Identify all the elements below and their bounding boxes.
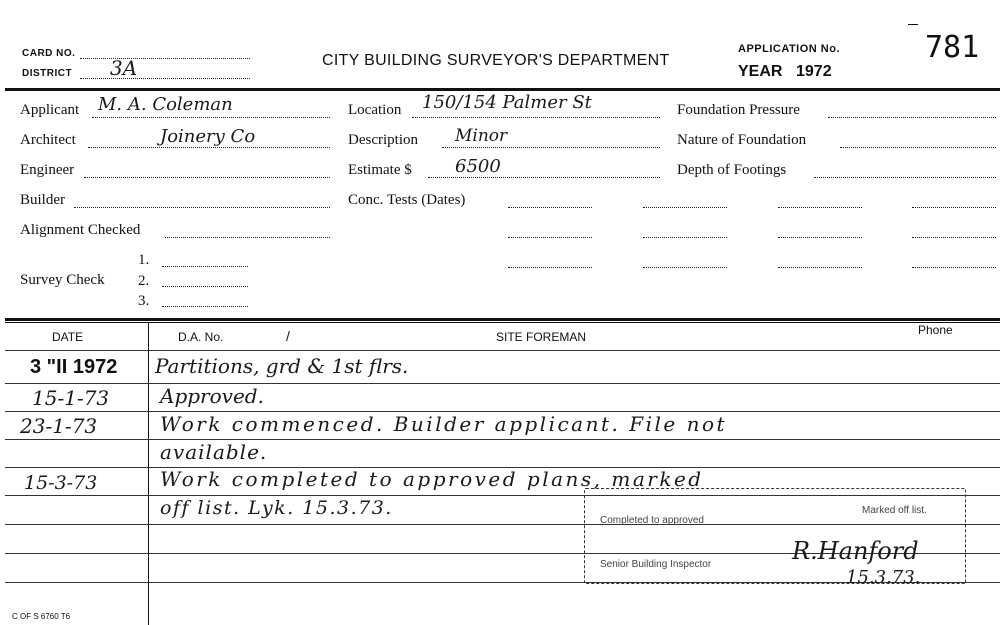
district-label: DISTRICT: [22, 68, 73, 79]
estimate-label: Estimate $: [348, 162, 412, 178]
stamp-line-2: Senior Building Inspector: [600, 559, 712, 570]
description-line: [442, 147, 660, 148]
applicant-label: Applicant: [20, 102, 80, 118]
survey-1-line: [162, 266, 248, 267]
log-entry-date: 3 "II 1972: [30, 356, 118, 378]
depth-footings-label: Depth of Footings: [677, 162, 787, 178]
log-entry-date: 23-1-73: [20, 414, 98, 438]
phone-header: Phone: [918, 323, 953, 337]
survey-2-line: [162, 286, 248, 287]
alignment-label: Alignment Checked: [20, 222, 141, 238]
location-label: Location: [348, 102, 402, 118]
engineer-label: Engineer: [20, 162, 75, 178]
conc-test-blank: [778, 237, 862, 238]
conc-test-blank: [508, 237, 592, 238]
stamp-line-1-right: Marked off list.: [862, 505, 927, 516]
architect-value: Joinery Co: [160, 126, 256, 147]
table-top-border: [5, 318, 1000, 321]
log-entry-text: Work commenced. Builder applicant. File not: [160, 412, 728, 436]
architect-label: Architect: [20, 132, 76, 148]
conc-test-blank: [643, 237, 727, 238]
location-value: 150/154 Palmer St: [422, 92, 592, 113]
location-line: [412, 117, 660, 118]
description-label: Description: [348, 132, 418, 148]
log-rule: [5, 350, 1000, 351]
stamp-line-1: Completed to approved: [600, 515, 704, 526]
site-foreman-header: SITE FOREMAN: [496, 330, 587, 344]
conc-test-blank: [912, 237, 996, 238]
inspector-signature: R.Hanford: [792, 537, 919, 565]
application-no-label: APPLICATION No.: [738, 43, 841, 55]
builder-label: Builder: [20, 192, 65, 208]
engineer-line: [84, 177, 330, 178]
conc-test-blank: [643, 267, 727, 268]
conc-test-blank: [912, 267, 996, 268]
log-entry-text: Approved.: [160, 384, 264, 408]
log-rule: [5, 439, 1000, 440]
foundation-pressure-label: Foundation Pressure: [677, 102, 800, 118]
date-column-divider: [148, 322, 149, 625]
applicant-line: [92, 117, 330, 118]
survey-1: 1.: [138, 252, 150, 268]
log-entry-date: 15-3-73: [24, 472, 98, 494]
estimate-value: 6500: [455, 156, 501, 177]
conc-test-blank: [778, 267, 862, 268]
department-title: CITY BUILDING SURVEYOR'S DEPARTMENT: [322, 52, 670, 69]
survey-2: 2.: [138, 273, 150, 289]
conc-test-blank: [912, 207, 996, 208]
description-value: Minor: [455, 126, 508, 146]
conc-test-blank: [508, 267, 592, 268]
card-no-line: [80, 58, 250, 59]
log-entry-text: available.: [160, 440, 268, 464]
da-no-header: D.A. No.: [178, 330, 224, 344]
alignment-line: [165, 237, 330, 238]
nature-foundation-label: Nature of Foundation: [677, 132, 807, 148]
da-no-slash: /: [286, 328, 290, 344]
survey-3: 3.: [138, 293, 150, 309]
survey-label: Survey Check: [20, 272, 105, 288]
log-entry-text: Partitions, grd & 1st flrs.: [155, 354, 409, 378]
header-divider: [5, 88, 1000, 91]
applicant-value: M. A. Coleman: [98, 94, 233, 115]
district-value: 3A: [110, 56, 138, 80]
form-code: C OF S 6760 T6: [12, 612, 71, 621]
conc-test-blank: [778, 207, 862, 208]
log-entry-date: 15-1-73: [32, 386, 110, 410]
conc-test-blank: [508, 207, 592, 208]
signature-date: 15.3.73.: [846, 567, 921, 588]
district-line: [80, 78, 250, 79]
log-entry-text: off list. Lyk. 15.3.73.: [160, 497, 393, 519]
conc-tests-label: Conc. Tests (Dates): [348, 192, 466, 208]
log-rule: [5, 383, 1000, 384]
year-value: 1972: [796, 63, 832, 80]
depth-footings-line: [814, 177, 996, 178]
estimate-line: [428, 177, 660, 178]
conc-test-blank: [643, 207, 727, 208]
foundation-pressure-line: [828, 117, 996, 118]
log-entry-text: Work completed to approved plans, marked: [160, 467, 704, 491]
card-no-label: CARD NO.: [22, 48, 76, 59]
nature-foundation-line: [840, 147, 996, 148]
year-label: YEAR: [738, 63, 783, 80]
builder-line: [74, 207, 330, 208]
date-header: DATE: [52, 330, 84, 344]
survey-3-line: [162, 306, 248, 307]
application-no-value: 781: [925, 30, 980, 65]
application-dash: [908, 24, 918, 25]
architect-line: [88, 147, 330, 148]
table-top-border-inner: [5, 322, 1000, 323]
